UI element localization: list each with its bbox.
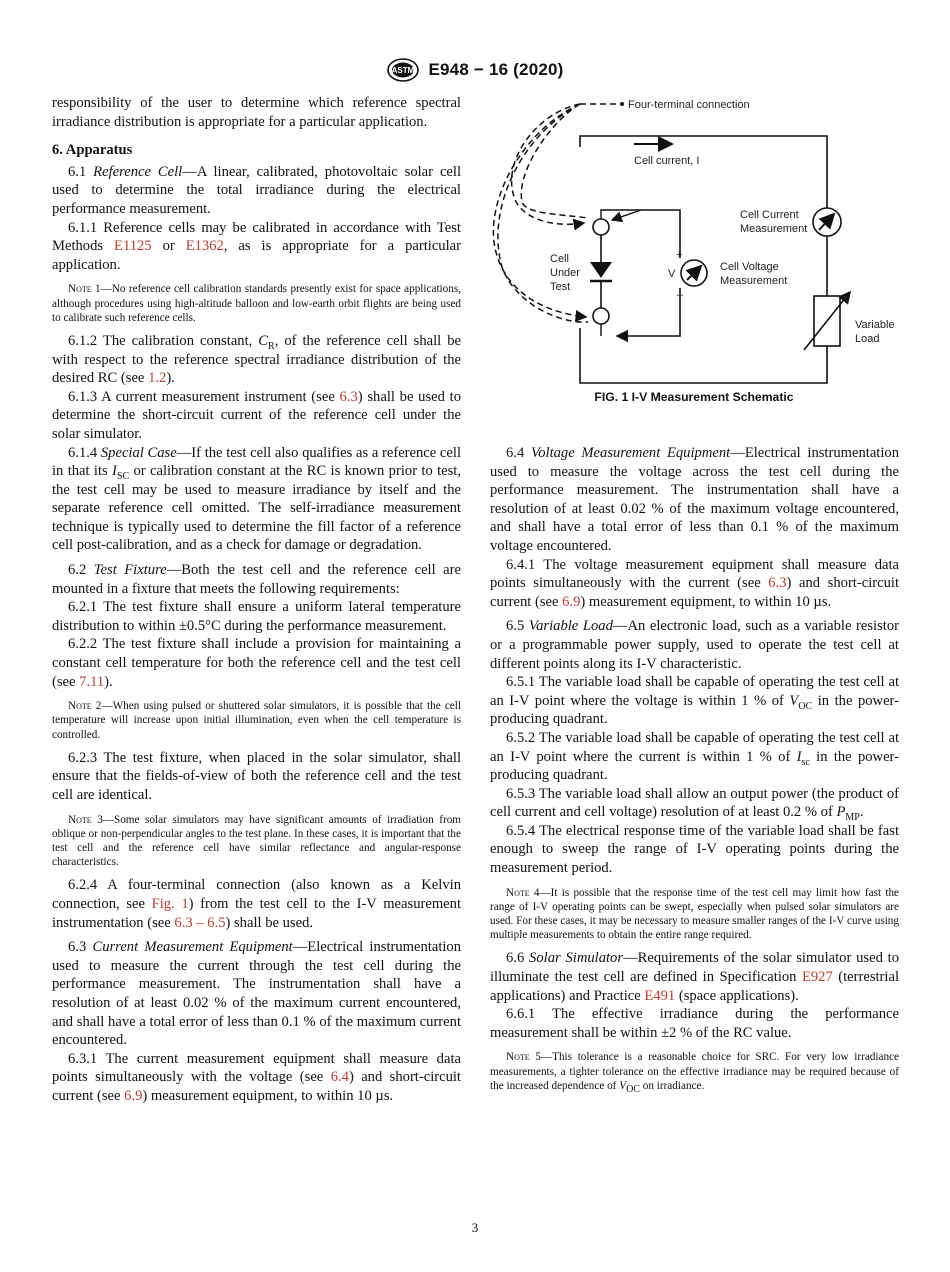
paragraph-6-5-1: 6.5.1 The variable load shall be capable of operating the test cell at an I-V point where the voltage is within 1 % of $V_{OC}$ in the power-producing quadrant. — [490, 674, 899, 728]
label-cell-1: Cell — [550, 253, 569, 265]
paragraph-6-3-1: 6.3.1 The current measurement equipment shall measure data points simultaneously with the voltage (see 6.4) and short-circuit current (see 6.9) measurement equipment, to within 10 µs. — [52, 1050, 461, 1104]
paragraph-6-2-1: 6.2.1 The test fixture shall ensure a uniform lateral temperature distribution to within ±0.5°C during the performance measurement. — [52, 599, 461, 634]
paragraph-6-1-4: 6.1.4 Special Case—If the test cell also qualifies as a reference cell in that its $I_{SC}$ or calibration constant at the RC is known prior to test, the test cell may be used to measure irradiance by itself and the separate reference cell omitted. The self-irradiance measurement technique is typically used to determine the fill factor of a reference cell post-calibration, and as a check for damage or degradation. — [52, 444, 462, 554]
link-6-3[interactable]: 6.3 — [339, 388, 358, 405]
paragraph-6-1-2: 6.1.2 The calibration constant, $C_R$, of the reference cell shall be with respect to the reference spectral irradiance distribution of the desired RC (see 1.2). — [52, 332, 461, 387]
link-e1125[interactable]: E1125 — [114, 238, 152, 255]
paragraph-6-5-2: 6.5.2 The variable load shall be capable of operating the test cell at an I-V point where the current is within 1 % of $I_{sc}$ in the power-producing quadrant. — [490, 729, 899, 784]
left-column — [52, 94, 461, 1106]
label-current-meas-1: Cell Current — [740, 209, 799, 221]
bottom-terminal — [593, 308, 609, 324]
voltage-sense-wire — [617, 210, 680, 258]
link-e491[interactable]: E491 — [644, 987, 676, 1004]
paragraph-6-3: 6.3 Current Measurement Equipment—Electrical instrumentation used to measure the current through the test cell during the performance measurement. The instrumentation shall have a resolution of at least 0.02 % of the maximum current encountered, and shall have a total error of less than 0.1 % of the maximum current encountered. — [52, 939, 462, 1049]
link-6-9[interactable]: 6.9 — [562, 593, 581, 610]
paragraph-6-2: 6.2 Test Fixture—Both the test cell and the reference cell are mounted in a fixture that meets the following requirements: — [52, 562, 461, 597]
outer-circuit-wire — [580, 136, 827, 383]
paragraph-6-1-1: 6.1.1 Reference cells may be calibrated in accordance with Test Methods E1125 or E1362, as is appropriate for a particular application. — [52, 219, 461, 273]
dashed-connection-1 — [512, 104, 584, 224]
note-5: Note 5—This tolerance is a reasonable choice for SRC. For very low irradiance measurements, a tighter tolerance on the effective irradiance may be required because of the increased dependence of $V_{OC}$ on irradiance. — [490, 1051, 899, 1096]
link-6-3[interactable]: 6.3 — [768, 575, 787, 592]
link-7-11[interactable]: 7.11 — [79, 673, 105, 690]
paragraph-6-1: 6.1 Reference Cell—A linear, calibrated, photovoltaic solar cell used to determine the total irradiance during the electrical performance measurement. — [52, 163, 462, 217]
figure-caption: FIG. 1 I-V Measurement Schematic — [594, 390, 794, 404]
page-header — [0, 58, 950, 82]
document-id: E948 − 16 (2020) — [428, 60, 564, 79]
paragraph-6-4-1: 6.4.1 The voltage measurement equipment shall measure data points simultaneously with the current (see 6.3) and short-circuit current (see 6.9) measurement equipment, to within 10 µs. — [490, 556, 899, 610]
label-load-2: Load — [855, 333, 880, 345]
paragraph-6-1-3: 6.1.3 A current measurement instrument (see 6.3) shall be used to determine the short-circuit current of the reference cell under the solar simulator. — [52, 388, 461, 442]
logo-text: ASTM — [392, 66, 415, 75]
paragraph-6-6: 6.6 Solar Simulator—Requirements of the solar simulator used to illuminate the test cell are defined in Specification E927 (terrestrial applications) and Practice E491 (space applications). — [490, 950, 900, 1004]
paragraph-6-2-2: 6.2.2 The test fixture shall include a provision for maintaining a constant cell temperature for both the reference cell and the test cell (see 7.11). — [52, 636, 461, 690]
paragraph-6-4: 6.4 Voltage Measurement Equipment—Electrical instrumentation used to measure the voltage across the test cell during the performance measurement. The instrumentation shall have a resolution of at least 0.02 % of the maximum voltage encountered, and shall have a total error of less than 0.1 % of the maximum voltage encountered. — [490, 445, 900, 554]
paragraph-6-5-4: 6.5.4 The electrical response time of the variable load shall be fast enough to sweep the range of I-V operating points during the measurement period. — [490, 822, 899, 877]
label-four-terminal: Four-terminal connection — [628, 99, 750, 111]
paragraph-6-5: 6.5 Variable Load—An electronic load, such as a variable resistor or a programmable power supply, used to operate the test cell at different points along its I-V characteristic. — [490, 618, 900, 672]
label-v: V — [668, 268, 676, 280]
label-minus: – — [677, 289, 684, 301]
paragraph-6-2-3: 6.2.3 The test fixture, when placed in the solar simulator, shall ensure that the fields-of-view of both the reference cell and the test cell are identical. — [52, 749, 461, 804]
diode-icon — [590, 262, 612, 278]
paragraph-6-2-4: 6.2.4 A four-terminal connection (also known as a Kelvin connection, see Fig. 1) from the test cell to the I-V measurement instrumentation (see 6.3 – 6.5) shall be used. — [52, 877, 462, 931]
note-1: Note 1—No reference cell calibration standards presently exist for space applications, although procedures using high-altitude balloon and low-earth orbit flights are being used to calibrate such reference cells. — [52, 283, 461, 324]
top-terminal — [593, 219, 609, 235]
paragraph-6-5-3: 6.5.3 The variable load shall allow an output power (the product of cell current and cell voltage) resolution of at least 0.2 % of $P_{MP}$. — [490, 785, 899, 824]
label-cell-2: Under — [550, 267, 580, 279]
link-e1362[interactable]: E1362 — [185, 238, 224, 255]
section-title: 6. Apparatus — [52, 142, 133, 159]
label-cell-current: Cell current, I — [634, 155, 700, 167]
label-plus: + — [676, 249, 683, 261]
label-voltage-meas-2: Measurement — [720, 275, 788, 287]
link-6-4[interactable]: 6.4 — [330, 1069, 349, 1086]
link-fig-1[interactable]: Fig. 1 — [151, 896, 189, 913]
note-2: Note 2—When using pulsed or shuttered solar simulators, it is possible that the cell temperature will increase upon initial illumination, even when the cell temperature is controlled. — [52, 700, 461, 741]
label-load-1: Variable — [855, 319, 895, 331]
paragraph-6-6-1: 6.6.1 The effective irradiance during the performance measurement shall be within ±2 % of the RC value. — [490, 1006, 899, 1041]
label-voltage-meas-1: Cell Voltage — [720, 261, 779, 273]
page-number: 3 — [471, 1220, 479, 1235]
iv-schematic-figure — [488, 92, 908, 412]
link-e927[interactable]: E927 — [801, 969, 833, 986]
astm-logo-icon — [386, 58, 420, 82]
right-column — [490, 444, 899, 1100]
label-current-meas-2: Measurement — [740, 223, 808, 235]
note-3: Note 3—Some solar simulators may have significant amounts of irradiation from oblique or non-perpendicular angles to the test plane. In these cases, it is important that the test cell and the reference cell have similar reflectance and angular-response characteristics. — [52, 813, 461, 869]
link-1-2[interactable]: 1.2 — [148, 370, 167, 387]
link-6-9[interactable]: 6.9 — [124, 1087, 143, 1104]
note-4: Note 4—It is possible that the response time of the test cell may limit how fast the range of I-V operating points can be swept, especially when pulsed solar simulators are used. For these cases, it may be necessary to measure smaller ranges of the I-V curve using multiple measurements to obtain the entire range required. — [490, 886, 899, 942]
label-cell-3: Test — [550, 281, 571, 293]
link-6-3-6-5[interactable]: 6.3 – 6.5 — [174, 914, 226, 931]
paragraph-intro: responsibility of the user to determine which reference spectral irradiance distribution is appropriate for a particular application. — [52, 95, 461, 130]
